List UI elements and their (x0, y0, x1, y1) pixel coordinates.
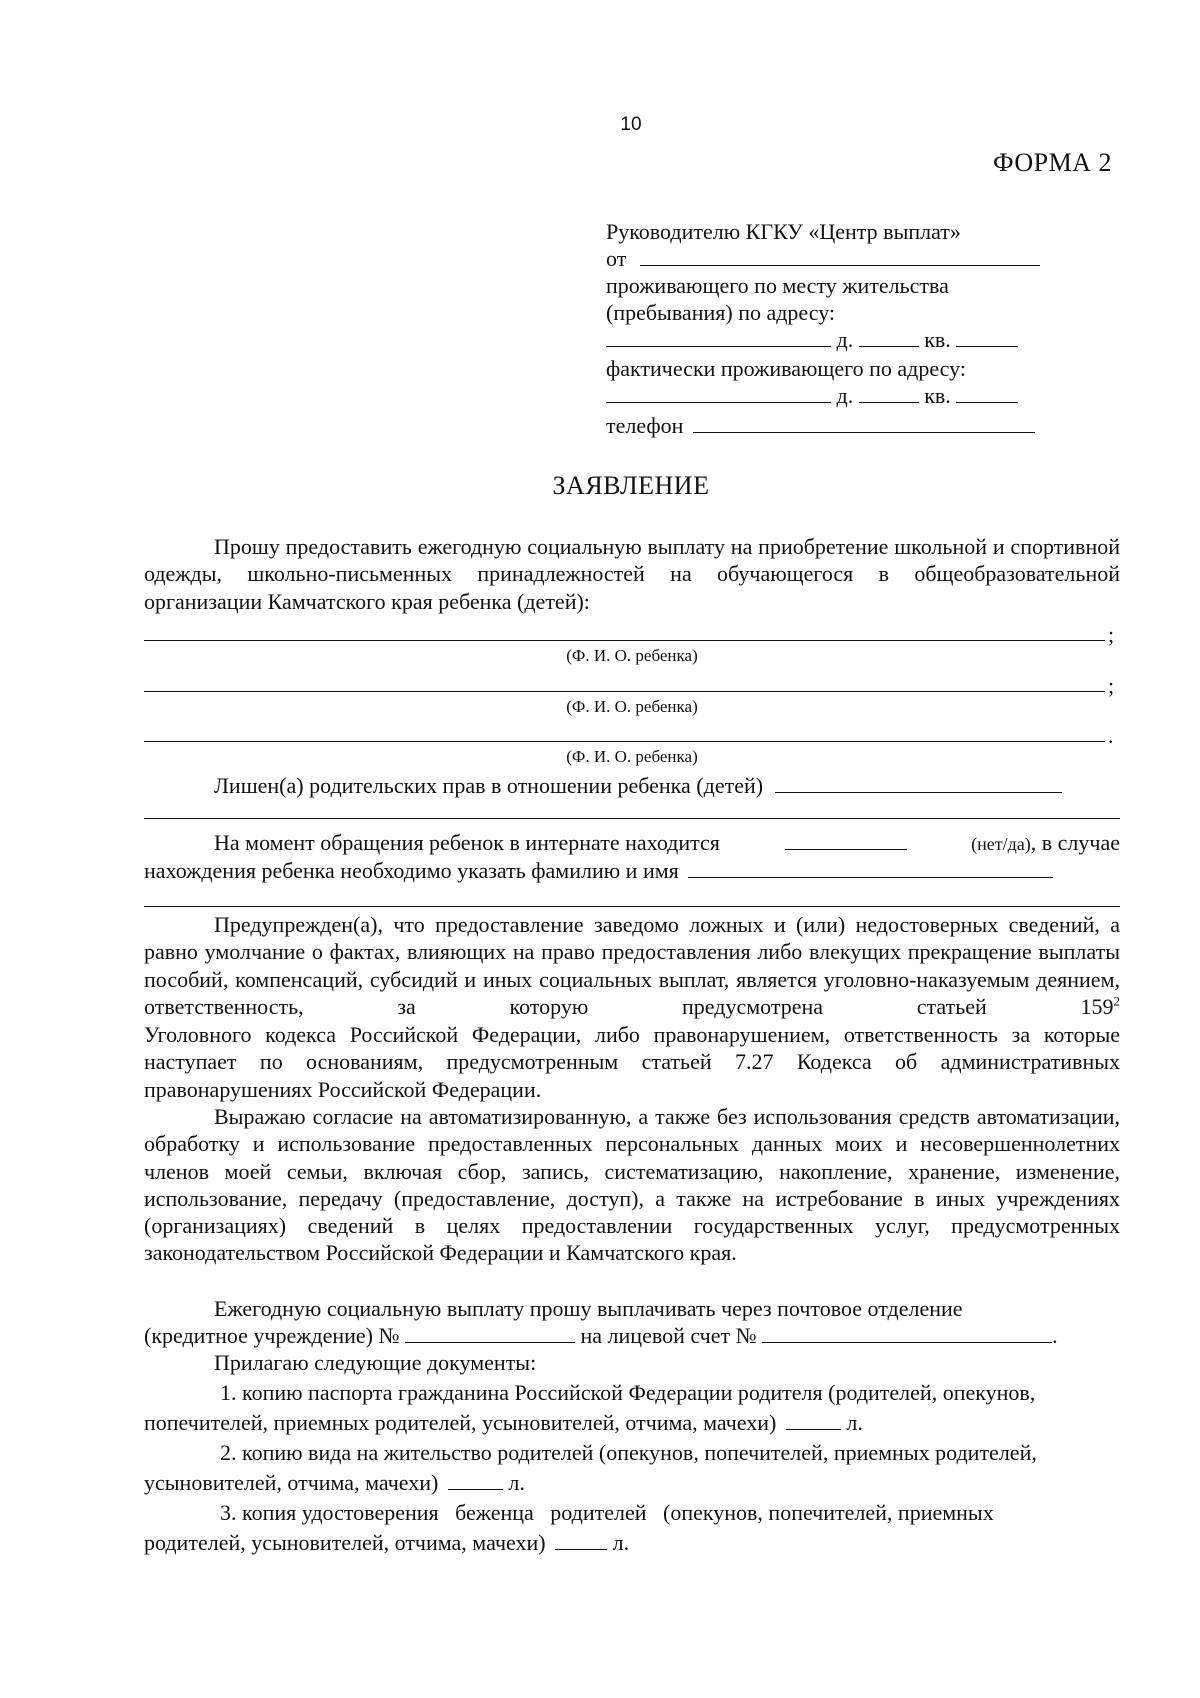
from-label: от (606, 246, 627, 271)
page-number: 10 (620, 114, 642, 135)
warning-text: Предупрежден(а), что предоставление заведомо ложных и (или) недостоверных сведений, а равно умолчание о фактах, влияющих на право предоставления либо влекущих прекращение выплаты пособий, компенсаций, субсидий и иных социальных выплат, является уголовно-наказуемым деянием, ответственность, за которую предусмотрена статьей 159 (144, 912, 1120, 1019)
phone-label: телефон (606, 413, 684, 438)
child-name-field-1[interactable] (144, 640, 1105, 641)
doc-2-sheets-label: л. (508, 1470, 525, 1495)
child-1-semicolon: ; (1108, 622, 1115, 647)
residence-label-2: (пребывания) по адресу: (606, 300, 836, 325)
actual-address-line (606, 382, 1018, 409)
warning-paragraph-continued: Уголовного кодекса Российской Федерации, либо правонарушением, ответственность за которые наступает по основаниям, предусмотренным статьей 7.27 Кодекса об административных правонарушениях Российской Федерации. (144, 1022, 1120, 1102)
doc-2-text: усыновителей, отчима, мачехи) (144, 1470, 439, 1495)
boarding-label: На момент обращения ребенок в интернате находится (214, 830, 720, 855)
document-title: ЗАЯВЛЕНИЕ (552, 471, 710, 500)
doc-1-line-2 (144, 1409, 863, 1436)
doc-1-text: попечителей, приемных родителей, усыновителей, отчима, мачехи) (144, 1410, 777, 1435)
from-line (606, 245, 1040, 272)
actual-residence-label: фактически проживающего по адресу: (606, 356, 966, 381)
doc-3-text: родителей, усыновителей, отчима, мачехи) (144, 1530, 546, 1555)
boarding-child-name-field-continued[interactable] (144, 906, 1120, 907)
child-caption-3: (Ф. И. О. ребенка) (566, 747, 698, 766)
doc-1-line-1: 1. копию паспорта гражданина Российской Федерации родителя (родителей, опекунов, (220, 1380, 1036, 1405)
doc-3-line-2 (144, 1529, 629, 1556)
consent-paragraph: Выражаю согласие на автоматизированную, а также без использования средств автоматизации, обработку и использование предоставленных персональных данных моих и несовершеннолетних членов моей семьи, включая сбор, запись, систематизацию, накопление, хранение, изменение, использование, передачу (предоставление, доступ), а также на истребование в иных учреждениях (организациях) сведений в целях предоставлении государственных услуг, предусмотренных законодательством Российской Федерации и Камчатского края. (144, 1104, 1120, 1266)
residence-address-field[interactable] (606, 326, 831, 347)
doc-2-line-1: 2. копию вида на жительство родителей (опекунов, попечителей, приемных родителей, (220, 1440, 1037, 1465)
doc-1-sheets-field[interactable] (786, 1409, 841, 1430)
child-name-field-3[interactable] (144, 741, 1105, 742)
recipient-line: Руководителю КГКУ «Центр выплат» (606, 219, 961, 244)
boarding-line-1 (214, 829, 1120, 856)
applicant-name-field[interactable] (640, 245, 1040, 266)
boarding-line-2 (144, 857, 1053, 884)
doc-3-sheets-label: л. (612, 1530, 630, 1555)
boarding-yesno-hint: (нет/да) (971, 834, 1031, 854)
credit-institution-field[interactable] (405, 1322, 575, 1343)
warning-paragraph (144, 911, 1120, 1020)
phone-field[interactable] (693, 412, 1035, 433)
deprived-line (214, 772, 1062, 799)
child-caption-1: (Ф. И. О. ребенка) (566, 646, 698, 665)
actual-house-label: д. (836, 383, 854, 408)
residence-address-line (606, 326, 1018, 353)
credit-institution-label: (кредитное учреждение) № (144, 1323, 400, 1348)
deprived-field[interactable] (775, 772, 1062, 793)
child-name-field-2[interactable] (144, 691, 1105, 692)
boarding-name-label: нахождения ребенка необходимо указать фамилию и имя (144, 858, 679, 883)
deprived-field-continued[interactable] (144, 818, 1120, 819)
warning-superscript: 2 (1113, 993, 1120, 1009)
doc-3-sheets-field[interactable] (555, 1529, 607, 1550)
residence-label-1: проживающего по месту жительства (606, 273, 949, 298)
doc-3-line-1: 3. копия удостоверения беженца родителей (опекунов, попечителей, приемных (220, 1500, 994, 1525)
actual-apartment-field[interactable] (956, 382, 1018, 403)
actual-house-field[interactable] (859, 382, 919, 403)
residence-house-field[interactable] (859, 326, 919, 347)
account-label: на лицевой счет № (580, 1323, 757, 1348)
attachments-label: Прилагаю следующие документы: (214, 1350, 537, 1375)
payment-line-1: Ежегодную социальную выплату прошу выплачивать через почтовое отделение (214, 1296, 963, 1321)
request-paragraph: Прошу предоставить ежегодную социальную выплату на приобретение школьной и спортивной одежды, школьно-письменных принадлежностей на обучающегося в общеобразовательной организации Камчатского края ребенка (детей): (144, 534, 1120, 614)
child-3-period: . (1108, 723, 1114, 748)
actual-apartment-label: кв. (924, 383, 951, 408)
doc-2-sheets-field[interactable] (448, 1469, 503, 1490)
boarding-status-field[interactable] (785, 829, 907, 850)
child-caption-2: (Ф. И. О. ребенка) (566, 697, 698, 716)
child-2-semicolon: ; (1108, 673, 1115, 698)
phone-line (606, 412, 1035, 439)
account-number-field[interactable] (762, 1322, 1052, 1343)
deprived-label: Лишен(а) родительских прав в отношении ребенка (детей) (214, 773, 764, 798)
account-period: . (1052, 1323, 1058, 1348)
actual-address-field[interactable] (606, 382, 831, 403)
residence-apartment-field[interactable] (956, 326, 1018, 347)
boarding-case-label: , в случае (1030, 830, 1120, 855)
payment-line-2 (144, 1322, 1058, 1349)
house-label: д. (836, 327, 854, 352)
doc-1-sheets-label: л. (846, 1410, 863, 1435)
boarding-child-name-field[interactable] (688, 857, 1053, 878)
form-label: ФОРМА 2 (993, 148, 1112, 177)
apartment-label: кв. (924, 327, 951, 352)
doc-2-line-2 (144, 1469, 525, 1496)
